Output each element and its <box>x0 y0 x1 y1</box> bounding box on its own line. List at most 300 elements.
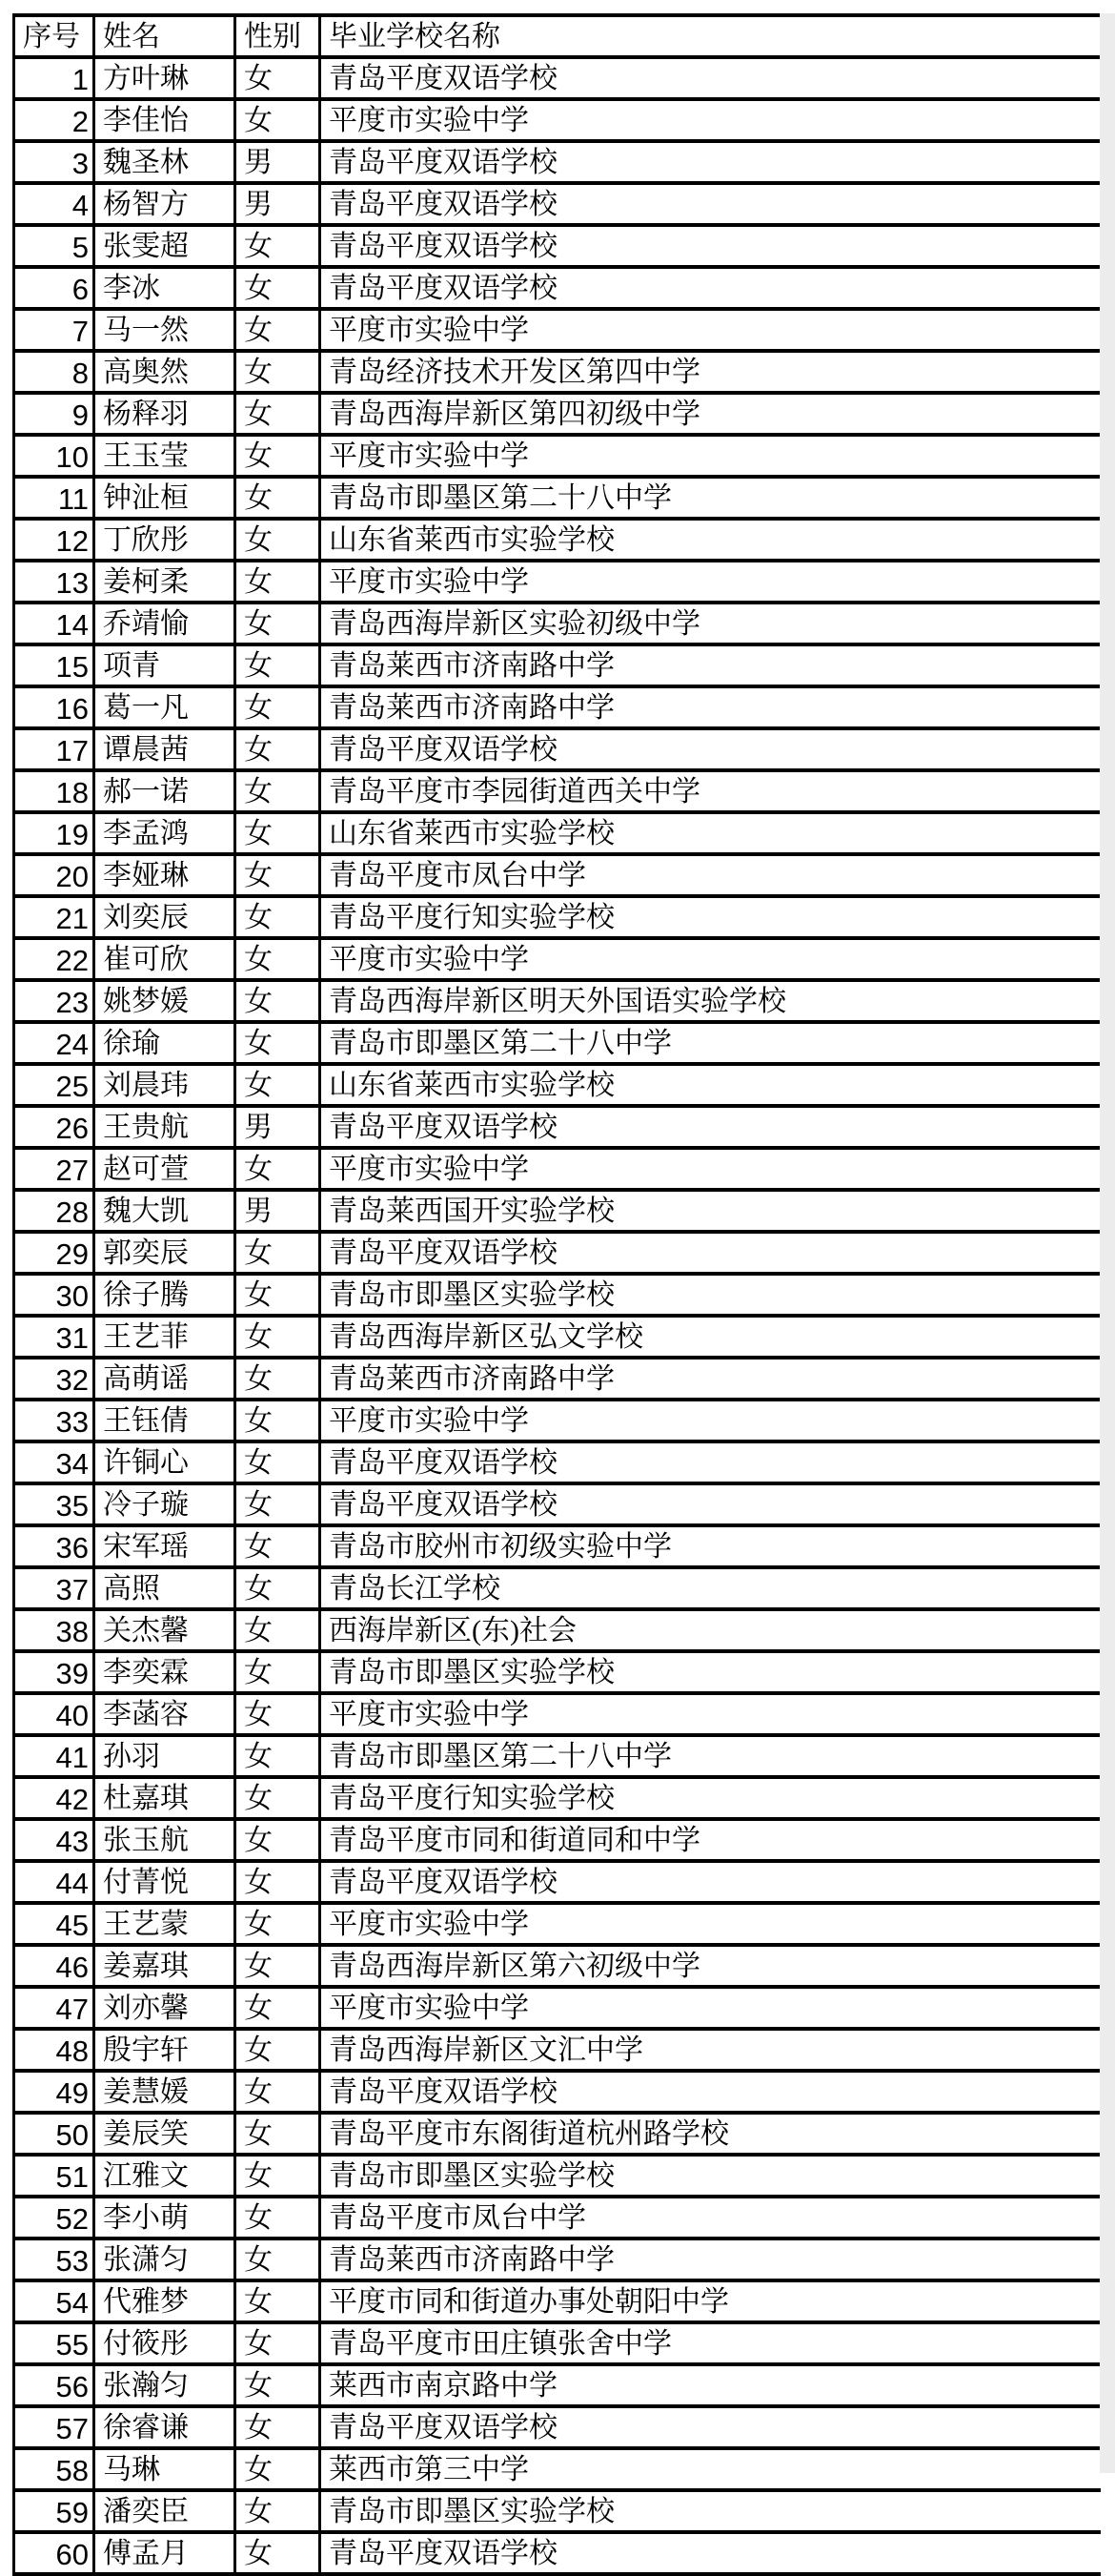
gender-cell: 女 <box>235 1861 320 1903</box>
table-row <box>14 1316 1101 1358</box>
row-number-cell: 24 <box>14 1022 94 1064</box>
student-name-cell: 赵可萱 <box>94 1148 235 1190</box>
row-number-cell: 40 <box>14 1693 94 1735</box>
student-name-cell: 张潇匀 <box>94 2239 235 2280</box>
table-row <box>14 2364 1101 2406</box>
school-name-cell: 青岛平度行知实验学校 <box>320 1777 1101 1819</box>
student-name-cell: 潘奕臣 <box>94 2490 235 2532</box>
school-name-cell: 青岛平度双语学校 <box>320 1483 1101 1525</box>
gender-cell: 女 <box>235 1232 320 1274</box>
school-name-cell: 青岛西海岸新区第六初级中学 <box>320 1945 1101 1987</box>
row-number-cell: 15 <box>14 644 94 686</box>
gender-cell: 女 <box>235 2239 320 2280</box>
gender-cell: 女 <box>235 1148 320 1190</box>
table-row <box>14 267 1101 309</box>
row-number-cell: 32 <box>14 1358 94 1400</box>
row-number-cell: 13 <box>14 561 94 603</box>
school-name-cell: 青岛市即墨区第二十八中学 <box>320 1735 1101 1777</box>
row-number-cell: 42 <box>14 1777 94 1819</box>
school-name-cell: 青岛西海岸新区弘文学校 <box>320 1316 1101 1358</box>
row-number-cell: 17 <box>14 728 94 770</box>
gender-cell: 女 <box>235 1525 320 1567</box>
school-name-cell: 青岛莱西国开实验学校 <box>320 1190 1101 1232</box>
table-row <box>14 603 1101 644</box>
school-name-cell: 青岛经济技术开发区第四中学 <box>320 351 1101 393</box>
student-name-cell: 魏大凯 <box>94 1190 235 1232</box>
school-name-cell: 平度市实验中学 <box>320 1987 1101 2029</box>
gender-cell: 男 <box>235 1190 320 1232</box>
student-name-cell: 殷宇轩 <box>94 2029 235 2071</box>
student-name-cell: 杨释羽 <box>94 393 235 435</box>
row-number-cell: 10 <box>14 435 94 477</box>
gender-cell: 女 <box>235 1945 320 1987</box>
school-name-cell: 山东省莱西市实验学校 <box>320 812 1101 854</box>
school-name-cell: 青岛平度双语学校 <box>320 1861 1101 1903</box>
row-number-cell: 50 <box>14 2113 94 2155</box>
gender-cell: 女 <box>235 2155 320 2197</box>
student-name-cell: 孙羽 <box>94 1735 235 1777</box>
table-row <box>14 980 1101 1022</box>
school-name-cell: 青岛平度双语学校 <box>320 183 1101 225</box>
table-row <box>14 99 1101 141</box>
gender-cell: 女 <box>235 519 320 561</box>
gender-cell: 女 <box>235 938 320 980</box>
school-name-cell: 青岛平度双语学校 <box>320 2071 1101 2113</box>
row-number-cell: 27 <box>14 1148 94 1190</box>
school-name-cell: 平度市实验中学 <box>320 938 1101 980</box>
row-number-cell: 59 <box>14 2490 94 2532</box>
student-name-cell: 杨智方 <box>94 183 235 225</box>
row-number-cell: 22 <box>14 938 94 980</box>
school-name-cell: 青岛平度双语学校 <box>320 267 1101 309</box>
gender-cell: 女 <box>235 1819 320 1861</box>
column-header-name: 姓名 <box>94 15 235 57</box>
table-row <box>14 1190 1101 1232</box>
student-name-cell: 乔靖愉 <box>94 603 235 644</box>
student-name-cell: 崔可欣 <box>94 938 235 980</box>
table-row <box>14 938 1101 980</box>
school-name-cell: 青岛市胶州市初级实验中学 <box>320 1525 1101 1567</box>
gender-cell: 女 <box>235 812 320 854</box>
table-row <box>14 1903 1101 1945</box>
row-number-cell: 57 <box>14 2406 94 2448</box>
gender-cell: 女 <box>235 686 320 728</box>
gender-cell: 女 <box>235 1609 320 1651</box>
school-name-cell: 青岛平度行知实验学校 <box>320 896 1101 938</box>
gender-cell: 女 <box>235 980 320 1022</box>
school-name-cell: 青岛莱西市济南路中学 <box>320 2239 1101 2280</box>
student-name-cell: 葛一凡 <box>94 686 235 728</box>
table-row <box>14 2406 1101 2448</box>
student-name-cell: 项青 <box>94 644 235 686</box>
table-row <box>14 477 1101 519</box>
gender-cell: 女 <box>235 1274 320 1316</box>
table-row <box>14 854 1101 896</box>
gender-cell: 女 <box>235 1316 320 1358</box>
gender-cell: 男 <box>235 183 320 225</box>
student-name-cell: 江雅文 <box>94 2155 235 2197</box>
table-row <box>14 770 1101 812</box>
gender-cell: 女 <box>235 2490 320 2532</box>
gender-cell: 女 <box>235 603 320 644</box>
school-name-cell: 青岛市即墨区实验学校 <box>320 2490 1101 2532</box>
gender-cell: 女 <box>235 1651 320 1693</box>
student-name-cell: 姜柯柔 <box>94 561 235 603</box>
table-row <box>14 1064 1101 1106</box>
school-name-cell: 莱西市南京路中学 <box>320 2364 1101 2406</box>
student-name-cell: 高奥然 <box>94 351 235 393</box>
row-number-cell: 55 <box>14 2322 94 2364</box>
gender-cell: 女 <box>235 99 320 141</box>
student-name-cell: 宋军瑶 <box>94 1525 235 1567</box>
gender-cell: 男 <box>235 1106 320 1148</box>
row-number-cell: 60 <box>14 2532 94 2574</box>
table-row <box>14 896 1101 938</box>
student-name-cell: 王艺菲 <box>94 1316 235 1358</box>
row-number-cell: 49 <box>14 2071 94 2113</box>
row-number-cell: 46 <box>14 1945 94 1987</box>
table-row <box>14 561 1101 603</box>
row-number-cell: 18 <box>14 770 94 812</box>
table-row <box>14 1819 1101 1861</box>
school-name-cell: 青岛平度双语学校 <box>320 1232 1101 1274</box>
table-row <box>14 1735 1101 1777</box>
table-row <box>14 2448 1101 2490</box>
table-row <box>14 2490 1101 2532</box>
row-number-cell: 12 <box>14 519 94 561</box>
table-row <box>14 2113 1101 2155</box>
school-name-cell: 青岛长江学校 <box>320 1567 1101 1609</box>
row-number-cell: 33 <box>14 1400 94 1441</box>
school-name-cell: 青岛市即墨区实验学校 <box>320 1274 1101 1316</box>
student-name-cell: 马琳 <box>94 2448 235 2490</box>
table-row <box>14 1358 1101 1400</box>
student-name-cell: 徐睿谦 <box>94 2406 235 2448</box>
student-name-cell: 李佳怡 <box>94 99 235 141</box>
table-row <box>14 519 1101 561</box>
table-row <box>14 2071 1101 2113</box>
school-name-cell: 莱西市第三中学 <box>320 2448 1101 2490</box>
student-name-cell: 姜慧媛 <box>94 2071 235 2113</box>
student-name-cell: 关杰馨 <box>94 1609 235 1651</box>
school-name-cell: 青岛平度市凤台中学 <box>320 854 1101 896</box>
table-row <box>14 2029 1101 2071</box>
student-name-cell: 王艺蒙 <box>94 1903 235 1945</box>
table-row <box>14 225 1101 267</box>
header-row <box>14 15 1101 57</box>
row-number-cell: 45 <box>14 1903 94 1945</box>
student-name-cell: 谭晨茜 <box>94 728 235 770</box>
student-name-cell: 刘亦馨 <box>94 1987 235 2029</box>
gender-cell: 女 <box>235 2364 320 2406</box>
gender-cell: 女 <box>235 2113 320 2155</box>
student-name-cell: 姚梦媛 <box>94 980 235 1022</box>
student-name-cell: 徐瑜 <box>94 1022 235 1064</box>
gender-cell: 女 <box>235 728 320 770</box>
row-number-cell: 11 <box>14 477 94 519</box>
student-name-cell: 张瀚匀 <box>94 2364 235 2406</box>
row-number-cell: 21 <box>14 896 94 938</box>
school-name-cell: 青岛平度双语学校 <box>320 1441 1101 1483</box>
row-number-cell: 3 <box>14 141 94 183</box>
gender-cell: 女 <box>235 1777 320 1819</box>
row-number-cell: 7 <box>14 309 94 351</box>
school-name-cell: 青岛平度市田庄镇张舍中学 <box>320 2322 1101 2364</box>
table-row <box>14 1525 1101 1567</box>
student-name-cell: 徐子腾 <box>94 1274 235 1316</box>
gender-cell: 女 <box>235 1903 320 1945</box>
student-name-cell: 王贵航 <box>94 1106 235 1148</box>
row-number-cell: 53 <box>14 2239 94 2280</box>
school-name-cell: 青岛平度双语学校 <box>320 2532 1101 2574</box>
school-name-cell: 青岛平度双语学校 <box>320 1106 1101 1148</box>
student-name-cell: 高照 <box>94 1567 235 1609</box>
student-name-cell: 丁欣彤 <box>94 519 235 561</box>
row-number-cell: 30 <box>14 1274 94 1316</box>
student-name-cell: 郝一诺 <box>94 770 235 812</box>
school-name-cell: 青岛西海岸新区第四初级中学 <box>320 393 1101 435</box>
row-number-cell: 34 <box>14 1441 94 1483</box>
gender-cell: 女 <box>235 225 320 267</box>
student-name-cell: 郭奕辰 <box>94 1232 235 1274</box>
gender-cell: 女 <box>235 2029 320 2071</box>
table-row <box>14 728 1101 770</box>
gender-cell: 女 <box>235 57 320 99</box>
table-row <box>14 1609 1101 1651</box>
row-number-cell: 38 <box>14 1609 94 1651</box>
table-row <box>14 1232 1101 1274</box>
student-name-cell: 高萌谣 <box>94 1358 235 1400</box>
gender-cell: 女 <box>235 1358 320 1400</box>
row-number-cell: 41 <box>14 1735 94 1777</box>
school-name-cell: 青岛莱西市济南路中学 <box>320 686 1101 728</box>
row-number-cell: 19 <box>14 812 94 854</box>
table-row <box>14 1022 1101 1064</box>
table-row <box>14 1274 1101 1316</box>
gender-cell: 女 <box>235 2280 320 2322</box>
table-row <box>14 812 1101 854</box>
school-name-cell: 青岛平度市李园街道西关中学 <box>320 770 1101 812</box>
school-name-cell: 青岛平度市同和街道同和中学 <box>320 1819 1101 1861</box>
gender-cell: 女 <box>235 477 320 519</box>
row-number-cell: 26 <box>14 1106 94 1148</box>
school-name-cell: 青岛平度双语学校 <box>320 57 1101 99</box>
gender-cell: 女 <box>235 770 320 812</box>
school-name-cell: 平度市实验中学 <box>320 435 1101 477</box>
column-header-school: 毕业学校名称 <box>320 15 1101 57</box>
row-number-cell: 39 <box>14 1651 94 1693</box>
student-name-cell: 付筱彤 <box>94 2322 235 2364</box>
student-name-cell: 魏圣林 <box>94 141 235 183</box>
gender-cell: 女 <box>235 1987 320 2029</box>
gender-cell: 女 <box>235 2197 320 2239</box>
school-name-cell: 平度市实验中学 <box>320 1903 1101 1945</box>
student-name-cell: 杜嘉琪 <box>94 1777 235 1819</box>
row-number-cell: 29 <box>14 1232 94 1274</box>
gender-cell: 女 <box>235 561 320 603</box>
school-name-cell: 青岛市即墨区第二十八中学 <box>320 477 1101 519</box>
school-name-cell: 青岛莱西市济南路中学 <box>320 1358 1101 1400</box>
school-name-cell: 青岛平度市东阁街道杭州路学校 <box>320 2113 1101 2155</box>
row-number-cell: 44 <box>14 1861 94 1903</box>
gender-cell: 女 <box>235 2071 320 2113</box>
row-number-cell: 31 <box>14 1316 94 1358</box>
table-row <box>14 1148 1101 1190</box>
row-number-cell: 4 <box>14 183 94 225</box>
row-number-cell: 20 <box>14 854 94 896</box>
table-row <box>14 1777 1101 1819</box>
table-row <box>14 1651 1101 1693</box>
column-header-no: 序号 <box>14 15 94 57</box>
table-row <box>14 2239 1101 2280</box>
table-row <box>14 183 1101 225</box>
table-row <box>14 1483 1101 1525</box>
table-row <box>14 1945 1101 1987</box>
table-row <box>14 644 1101 686</box>
gender-cell: 女 <box>235 1567 320 1609</box>
table-row <box>14 2280 1101 2322</box>
school-name-cell: 青岛西海岸新区文汇中学 <box>320 2029 1101 2071</box>
row-number-cell: 5 <box>14 225 94 267</box>
row-number-cell: 25 <box>14 1064 94 1106</box>
student-name-cell: 代雅梦 <box>94 2280 235 2322</box>
gender-cell: 女 <box>235 1693 320 1735</box>
row-number-cell: 9 <box>14 393 94 435</box>
student-name-cell: 刘晨玮 <box>94 1064 235 1106</box>
school-name-cell: 平度市同和街道办事处朝阳中学 <box>320 2280 1101 2322</box>
table-row <box>14 2197 1101 2239</box>
school-name-cell: 平度市实验中学 <box>320 1148 1101 1190</box>
row-number-cell: 36 <box>14 1525 94 1567</box>
gender-cell: 男 <box>235 141 320 183</box>
student-name-cell: 王钰倩 <box>94 1400 235 1441</box>
table-row <box>14 393 1101 435</box>
gender-cell: 女 <box>235 2532 320 2574</box>
table-row <box>14 2155 1101 2197</box>
row-number-cell: 37 <box>14 1567 94 1609</box>
student-name-cell: 刘奕辰 <box>94 896 235 938</box>
row-number-cell: 58 <box>14 2448 94 2490</box>
gender-cell: 女 <box>235 1441 320 1483</box>
school-name-cell: 平度市实验中学 <box>320 1400 1101 1441</box>
school-name-cell: 山东省莱西市实验学校 <box>320 519 1101 561</box>
student-name-cell: 许铜心 <box>94 1441 235 1483</box>
row-number-cell: 16 <box>14 686 94 728</box>
table-row <box>14 57 1101 99</box>
student-name-cell: 冷子璇 <box>94 1483 235 1525</box>
school-name-cell: 青岛莱西市济南路中学 <box>320 644 1101 686</box>
student-name-cell: 姜嘉琪 <box>94 1945 235 1987</box>
school-name-cell: 青岛平度双语学校 <box>320 728 1101 770</box>
school-name-cell: 平度市实验中学 <box>320 561 1101 603</box>
gender-cell: 女 <box>235 1400 320 1441</box>
table-row <box>14 1693 1101 1735</box>
table-row <box>14 1106 1101 1148</box>
school-name-cell: 平度市实验中学 <box>320 309 1101 351</box>
gender-cell: 女 <box>235 644 320 686</box>
table-row <box>14 2322 1101 2364</box>
student-name-cell: 付菁悦 <box>94 1861 235 1903</box>
student-name-cell: 钟沚桓 <box>94 477 235 519</box>
student-name-cell: 李奕霖 <box>94 1651 235 1693</box>
table-row <box>14 1861 1101 1903</box>
school-name-cell: 西海岸新区(东)社会 <box>320 1609 1101 1651</box>
gender-cell: 女 <box>235 2406 320 2448</box>
school-name-cell: 青岛西海岸新区实验初级中学 <box>320 603 1101 644</box>
student-name-cell: 李冰 <box>94 267 235 309</box>
gender-cell: 女 <box>235 267 320 309</box>
row-number-cell: 28 <box>14 1190 94 1232</box>
row-number-cell: 23 <box>14 980 94 1022</box>
table-row <box>14 435 1101 477</box>
school-name-cell: 青岛平度双语学校 <box>320 141 1101 183</box>
student-name-cell: 马一然 <box>94 309 235 351</box>
row-number-cell: 1 <box>14 57 94 99</box>
student-name-cell: 姜辰笑 <box>94 2113 235 2155</box>
student-name-cell: 张雯超 <box>94 225 235 267</box>
gender-cell: 女 <box>235 854 320 896</box>
row-number-cell: 47 <box>14 1987 94 2029</box>
table-row <box>14 1567 1101 1609</box>
student-name-cell: 王玉莹 <box>94 435 235 477</box>
school-name-cell: 青岛市即墨区第二十八中学 <box>320 1022 1101 1064</box>
gender-cell: 女 <box>235 309 320 351</box>
student-name-cell: 李娅琳 <box>94 854 235 896</box>
column-header-gender: 性别 <box>235 15 320 57</box>
table-row <box>14 1987 1101 2029</box>
student-name-cell: 傅孟月 <box>94 2532 235 2574</box>
gender-cell: 女 <box>235 2322 320 2364</box>
school-name-cell: 青岛平度双语学校 <box>320 225 1101 267</box>
row-number-cell: 8 <box>14 351 94 393</box>
row-number-cell: 54 <box>14 2280 94 2322</box>
school-name-cell: 青岛平度市凤台中学 <box>320 2197 1101 2239</box>
row-number-cell: 35 <box>14 1483 94 1525</box>
student-name-cell: 李小萌 <box>94 2197 235 2239</box>
table-row <box>14 1400 1101 1441</box>
gender-cell: 女 <box>235 393 320 435</box>
row-number-cell: 2 <box>14 99 94 141</box>
student-name-cell: 李菡容 <box>94 1693 235 1735</box>
school-name-cell: 平度市实验中学 <box>320 99 1101 141</box>
row-number-cell: 43 <box>14 1819 94 1861</box>
gender-cell: 女 <box>235 1064 320 1106</box>
table-row <box>14 141 1101 183</box>
row-number-cell: 52 <box>14 2197 94 2239</box>
row-number-cell: 6 <box>14 267 94 309</box>
school-name-cell: 青岛市即墨区实验学校 <box>320 1651 1101 1693</box>
table-row <box>14 309 1101 351</box>
student-name-cell: 李孟鸿 <box>94 812 235 854</box>
gender-cell: 女 <box>235 896 320 938</box>
row-number-cell: 14 <box>14 603 94 644</box>
gender-cell: 女 <box>235 435 320 477</box>
school-name-cell: 青岛西海岸新区明天外国语实验学校 <box>320 980 1101 1022</box>
graduate-roster-table <box>12 13 1101 2576</box>
school-name-cell: 平度市实验中学 <box>320 1693 1101 1735</box>
gender-cell: 女 <box>235 351 320 393</box>
row-number-cell: 48 <box>14 2029 94 2071</box>
table-row <box>14 686 1101 728</box>
gender-cell: 女 <box>235 2448 320 2490</box>
school-name-cell: 山东省莱西市实验学校 <box>320 1064 1101 1106</box>
school-name-cell: 青岛平度双语学校 <box>320 2406 1101 2448</box>
row-number-cell: 56 <box>14 2364 94 2406</box>
school-name-cell: 青岛市即墨区实验学校 <box>320 2155 1101 2197</box>
table-row <box>14 1441 1101 1483</box>
student-name-cell: 张玉航 <box>94 1819 235 1861</box>
gender-cell: 女 <box>235 1022 320 1064</box>
